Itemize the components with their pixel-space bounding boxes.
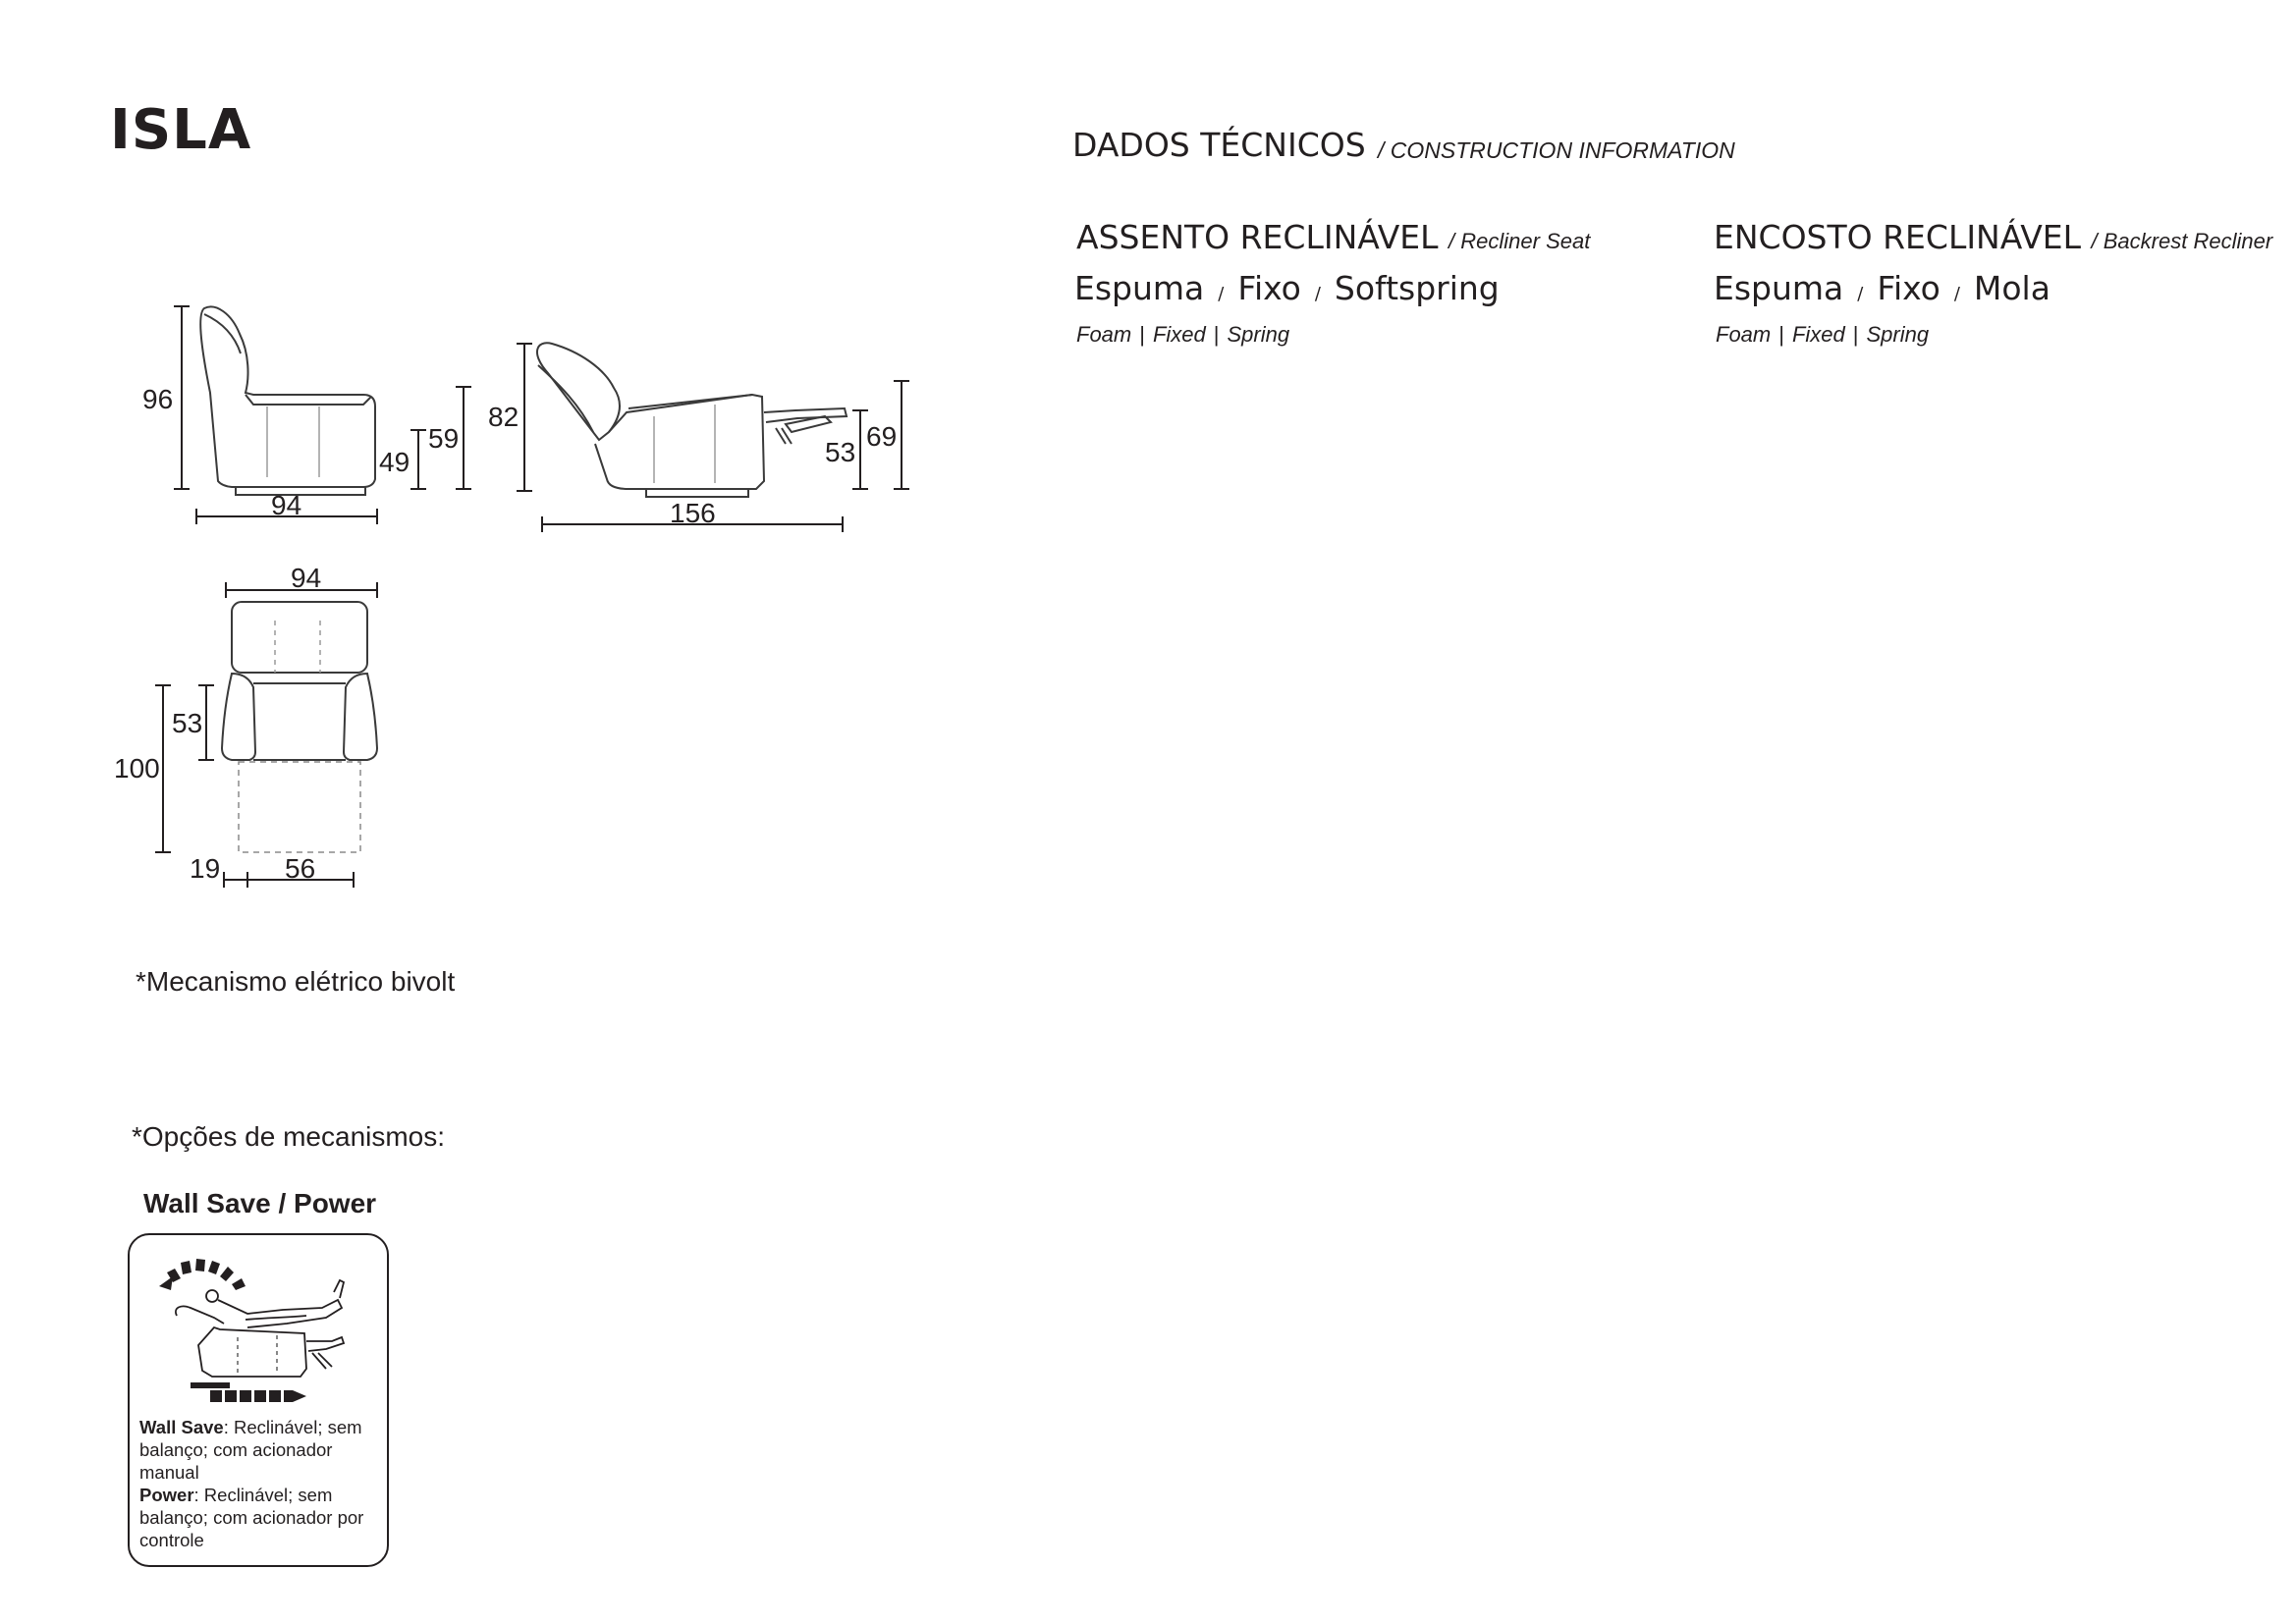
mechanism-card: [128, 1233, 389, 1567]
reclined-view-drawing: [537, 343, 847, 497]
seat-title-en: / Recliner Seat: [1449, 229, 1591, 253]
dim-side-arm: 59: [428, 423, 460, 454]
product-name: ISLA: [110, 98, 252, 162]
seat-item-en: Foam: [1076, 322, 1132, 347]
backrest-items: [1714, 269, 2050, 307]
backrest-item: Fixo: [1877, 269, 1941, 307]
separator: |: [1778, 322, 1784, 347]
backrest-title-en: / Backrest Recliner: [2091, 229, 2273, 253]
dim-reclined-depth: 156: [670, 498, 716, 528]
separator: |: [1213, 322, 1220, 347]
seat-title: [1076, 218, 1590, 256]
backrest-title-pt: ENCOSTO RECLINÁVEL: [1714, 218, 2082, 256]
technical-data-subtitle: / CONSTRUCTION INFORMATION: [1378, 137, 1735, 163]
side-view-drawing: [200, 306, 375, 495]
seat-item: Softspring: [1334, 269, 1500, 307]
backrest-title: [1714, 218, 2272, 256]
recliner-mechanism-icon: [130, 1235, 387, 1412]
dim-side-seat: 49: [379, 447, 410, 477]
dim-top-seat-width: 56: [285, 853, 316, 884]
separator: /: [1953, 284, 1960, 304]
seat-title-pt: ASSENTO RECLINÁVEL: [1076, 218, 1439, 256]
seat-items: [1074, 269, 1500, 307]
mechanism-title: Wall Save / Power: [143, 1188, 377, 1218]
dim-top-arm: 19: [190, 853, 221, 884]
technical-drawings: [0, 0, 982, 923]
dim-top-width: 94: [291, 563, 322, 593]
wall-save-arrow-icon: [191, 1382, 306, 1402]
power-description: : Reclinável; sem balanço; com acionador por controle: [139, 1485, 364, 1550]
seat-items-en: [1076, 322, 1289, 348]
separator: /: [1857, 284, 1864, 304]
dim-top-seat-depth: 53: [172, 708, 203, 738]
wall-save-description: : Reclinável; sem balanço; com acionador manual: [139, 1417, 362, 1483]
recline-arc-icon: [159, 1259, 246, 1290]
backrest-items-en: [1716, 322, 1929, 348]
dim-side-depth: 94: [271, 490, 302, 520]
side-view-dimensions: [174, 306, 471, 524]
dim-side-height: 96: [142, 384, 174, 414]
backrest-item: Mola: [1973, 269, 2050, 307]
mechanism-description: [139, 1416, 385, 1551]
backrest-item-en: Foam: [1716, 322, 1772, 347]
note-mechanism-options: *Opções de mecanismos:: [132, 1121, 446, 1152]
dim-reclined-seat: 53: [825, 437, 856, 467]
dim-top-depth: 100: [114, 753, 160, 784]
wall-save-label: Wall Save: [139, 1417, 224, 1437]
separator: /: [1314, 284, 1321, 304]
seat-item-en: Spring: [1227, 322, 1290, 347]
seat-item: Espuma: [1074, 269, 1205, 307]
power-label: Power: [139, 1485, 194, 1505]
dim-reclined-footrest: 69: [866, 421, 898, 452]
separator: /: [1218, 284, 1225, 304]
dim-reclined-height: 82: [488, 402, 519, 432]
seat-item-en: Fixed: [1152, 322, 1206, 347]
separator: |: [1852, 322, 1859, 347]
top-view-drawing: [222, 602, 377, 852]
backrest-item: Espuma: [1714, 269, 1844, 307]
separator: |: [1139, 322, 1145, 347]
seat-item: Fixo: [1237, 269, 1301, 307]
person-recliner-icon: [176, 1280, 344, 1377]
backrest-item-en: Fixed: [1791, 322, 1845, 347]
technical-data-title: DADOS TÉCNICOS: [1072, 126, 1366, 164]
backrest-item-en: Spring: [1866, 322, 1930, 347]
note-mechanism: *Mecanismo elétrico bivolt: [136, 966, 456, 997]
